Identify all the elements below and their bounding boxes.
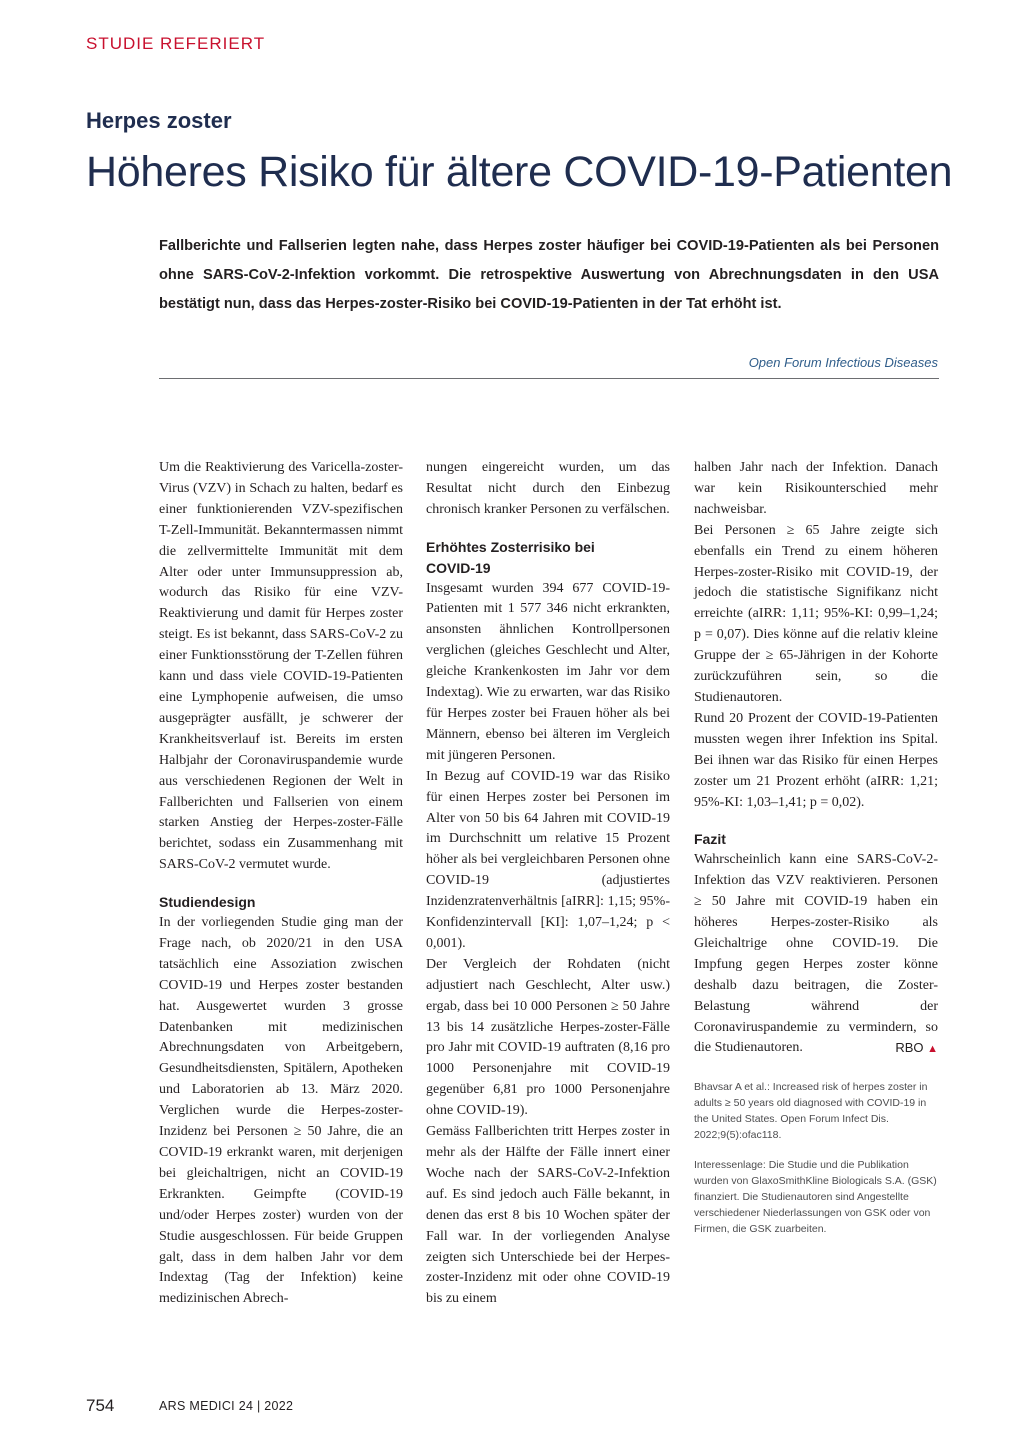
paragraph: Der Vergleich der Rohdaten (nicht adjustiert nach Geschlecht, Alter usw.) ergab, dass bei 10 000 Personen ≥ 50 Jahre 13 bis 14 zusätzliche Herpes-zoster-Fälle pro Jahr mit COVID-19 auftraten (8,16 pro 1000 Personenjahre mit COVID-19 gegenüber 6,81 pro 1000 Personenjahre ohne COVID-19). [426, 956, 670, 1119]
section-kicker: STUDIE REFERIERT [86, 34, 266, 53]
paragraph: Gemäss Fallberichten tritt Herpes zoster in mehr als der Hälfte der Fälle innert einer Woche nach der SARS-CoV-2-Infektion auf. Es sind jedoch auch Fälle bekannt, in denen das erst 8 bis 10 Wochen später der Fall war. In der vorliegenden Analyse zeigten sich Unterschiede bei der Herpes-zoster-Inzidenz mit oder ohne COVID-19 bis zu einem [426, 1124, 670, 1307]
paragraph: Bei Personen ≥ 65 Jahre zeigte sich ebenfalls ein Trend zu einem höheren Herpes-zoster-Risiko mit COVID-19, der jedoch die statistische Signifikanz nicht erreichte (aIRR: 1,11; 95%-KI: 0,99–1,24; p = 0,07). Dies könne auf die relativ kleine Gruppe der ≥ 65-Jährigen in der Kohorte zurückzuführen sein, so die Studienautoren. [694, 522, 938, 705]
article-subtitle: Herpes zoster [86, 108, 232, 133]
paragraph: Insgesamt wurden 394 677 COVID-19-Patienten mit 1 577 346 nicht erkrankten, ansonsten ähnlichen Kontrollpersonen verglichen (gleiches Geschlecht und Alter, gleiche Krankenkosten im Jahr vor dem Indextag). Wie zu erwarten, war das Risiko für Herpes zoster bei Frauen höher als bei Männern, ebenso bei älteren im Vergleich mit jüngeren Personen. [426, 580, 670, 763]
journal-name: ARS MEDICI 24 | 2022 [159, 1399, 294, 1413]
column-2 [426, 458, 670, 1310]
heading-fazit: Fazit [694, 831, 726, 848]
author-signature: RBO ▲ [895, 1040, 938, 1056]
column-1 [159, 458, 403, 1310]
paragraph [694, 850, 938, 1059]
reference: Bhavsar A et al.: Increased risk of herpes zoster in adults ≥ 50 years old diagnosed with COVID-19 in the United States. Open Forum Infect Dis. 2022;9(5):ofac118. [694, 1081, 928, 1142]
heading-studiendesign: Studiendesign [159, 894, 256, 911]
heading-erhoehtes-zosterrisiko: Erhöhtes Zosterrisiko bei COVID-19 [426, 538, 595, 576]
paragraph: halben Jahr nach der Infektion. Danach war kein Risikounterschied mehr nachweisbar. [694, 460, 938, 517]
source-journal: Open Forum Infectious Diseases [748, 355, 938, 370]
fazit-text: Wahrscheinlich kann eine SARS-CoV-2-Infektion das VZV reaktivieren. Personen ≥ 50 Jahre mit COVID-19 haben ein höheres Herpes-zoster-Risiko als Gleichaltrige ohne COVID-19. Die Impfung gegen Herpes zoster könne deshalb dazu beitragen, die Zoster-Belastung während der Coronaviruspandemie zu vermindern, so die Studienautoren. [694, 852, 938, 1056]
disclosure: Interessenlage: Die Studie und die Publikation wurden von GlaxoSmithKline Biologicals S.A. (GSK) finanziert. Die Studienautoren sind Angestellte verschiedener Niederlassungen von GSK oder von Firmen, die GSK zuarbeiten. [694, 1159, 937, 1236]
paragraph: Um die Reaktivierung des Varicella-zoster-Virus (VZV) in Schach zu halten, bedarf es einer funktionierenden VZV-spezifischen T-Zell-Immunität. Bekanntermassen nimmt die zellvermittelte Immunität mit dem Alter oder unter Immunsuppression ab, wodurch das Risiko für eine VZV-Reaktivierung und damit für Herpes zoster steigt. Es ist bekannt, dass SARS-CoV-2 zu einer Funktionsstörung der T-Zellen führen kann und dass viele COVID-19-Patienten eine Lymphopenie aufweisen, die umso ausgeprägter ausfällt, je schwerer der Krankheitsverlauf ist. Bereits im ersten Halbjahr der Coronaviruspandemie wurde aus verschiedenen Regionen der Welt in Fallberichten und Fallserien von einem starken Anstieg der Herpes-zoster-Fälle berichtet, sodass ein Zusammenhang mit SARS-CoV-2 vermutet wurde. [159, 460, 403, 873]
column-3 [694, 458, 938, 1237]
article-title: Höheres Risiko für ältere COVID-19-Patienten [86, 148, 953, 196]
page-number: 754 [86, 1396, 115, 1415]
paragraph: In der vorliegenden Studie ging man der Frage nach, ob 2020/21 in den USA tatsächlich eine Assoziation zwischen COVID-19 und Herpes zoster bestanden hat. Ausgewertet wurden 3 grosse Datenbanken mit medizinischen Abrechnungsdaten von Arbeitgebern, Gesundheitsdiensten, Spitälern, Apotheken und Laboratorien ab 13. März 2020. Verglichen wurde die Herpes-zoster-Inzidenz bei Personen ≥ 50 Jahre, die an COVID-19 erkrankt waren, mit derjenigen bei gleichaltrigen, nicht an COVID-19 Erkrankten. Geimpfte (COVID-19 und/oder Herpes zoster) wurden von der Studie ausgeschlossen. Für beide Gruppen galt, dass in dem halben Jahr vor dem Indextag (Tag der Infektion) keine medizinischen Abrech- [159, 915, 403, 1307]
paragraph: In Bezug auf COVID-19 war das Risiko für einen Herpes zoster bei Personen im Alter von 50 bis 64 Jahren mit COVID-19 im Durchschnitt um relative 15 Prozent höher als bei vergleichbaren Personen ohne COVID-19 (adjustiertes Inzidenzratenverhältnis [aIRR]: 1,15; 95%-Konfidenzintervall [KI]: 1,07–1,24; p < 0,001). [426, 768, 670, 951]
paragraph: Rund 20 Prozent der COVID-19-Patienten mussten wegen ihrer Infektion ins Spital. Bei ihnen war das Risiko für einen Herpes zoster um 21 Prozent erhöht (aIRR: 1,21; 95%-KI: 1,03–1,41; p = 0,02). [694, 710, 938, 810]
paragraph: nungen eingereicht wurden, um das Resultat nicht durch den Einbezug chronisch kranker Personen zu verfälschen. [426, 460, 670, 517]
article-lead: Fallberichte und Fallserien legten nahe, dass Herpes zoster häufiger bei COVID-19-Patienten als bei Personen ohne SARS-CoV-2-Infektion vorkommt. Die retrospektive Auswertung von Abrechnungsdaten in den USA bestätigt nun, dass das Herpes-zoster-Risiko bei COVID-19-Patienten in der Tat erhöht ist. [159, 238, 939, 312]
divider [159, 378, 939, 379]
triangle-icon: ▲ [927, 1043, 938, 1056]
